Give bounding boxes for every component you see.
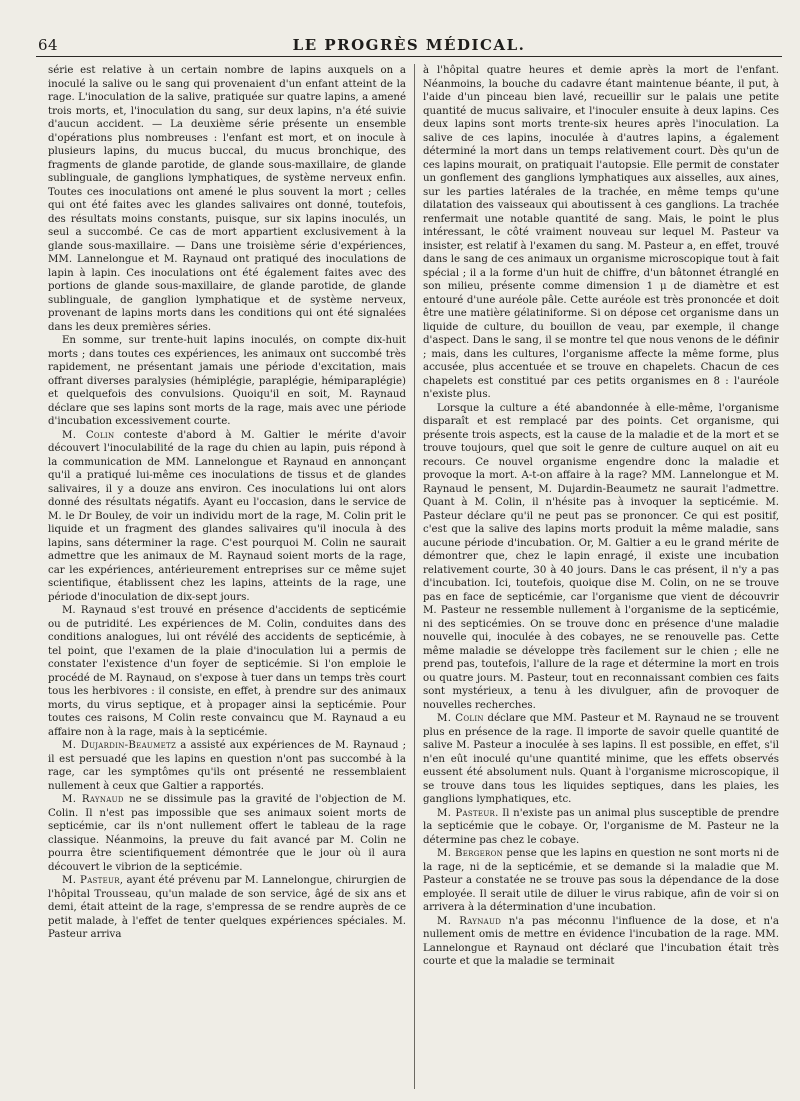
paragraph-text: , ayant été prévenu par M. Lannelongue, chirurgien de l'hôpital Trousseau, qu'un malade de son service, âgé de six ans et demi, était atteint de la rage, s'empressa de se rendre auprès de ce petit malade, à l'effet de tenter quelques expériences spéciales. M. Pasteur arriva — [48, 875, 406, 940]
paragraph-text: ne se dissimule pas la gravité de l'objection de M. Colin. Il n'est pas impossible que ses animaux soient morts de septicémie, car ils n'ont nullement offert le tableau de la rage classique. Néanmoins, la preuve du fait avancé par M. Colin ne pourra être scientifiquement démontrée que le jour où il aura découvert le vibrion de la septicémie. — [48, 794, 406, 873]
paragraph-text: Lorsque la culture a été abandonnée à elle-même, l'organisme disparaît et est remplacé par des points. Cet organisme, qui présente trois aspects, est la cause de la maladie et de la mort et se trouve toujours, quel que soit le genre de culture auquel on ait eu recours. Ce nouvel organisme engendre donc la maladie et provoque la mort. A-t-on affaire à la rage? MM. Lannelongue et M. Raynaud le pensent, M. Dujardin-Beaumetz ne saurait l'admettre. Quant à M. Colin, il n'hésite pas à invoquer la septicémie. M. Pasteur déclare qu'il ne peut pas se prononcer. Ce qui est positif, c'est que la salive des lapins morts produit la même maladie, sans aucune période d'incubation. Or, M. Galtier a eu le grand mérite de démontrer que, chez le lapin enragé, il existe une incubation relativement courte, 30 à 40 jours. Dans le cas présent, il n'y a pas d'incubation. Ici, toutefois, quoique dise M. Colin, on ne se trouve pas en face de septicémie, car l'organisme que vient de découvrir M. Pasteur ne ressemble nullement à l'organisme de la septicémie, ni des septicémies. On se trouve donc en présence d'une maladie nouvelle qui, inoculée à des cobayes, ne se renouvelle pas. Cette même maladie se développe très facilement sur le chien ; elle ne prend pas, toutefois, l'allure de la rage et détermine la mort en trois ou quatre jours. M. Pasteur, tout en reconnaissant combien ces faits sont mystérieux, a tenu à les divulguer, afin de provoquer de nouvelles recherches. — [423, 402, 779, 711]
speaker-name: M. Colin — [437, 713, 484, 724]
speaker-name: M. Pasteur — [62, 875, 120, 886]
paragraph — [423, 402, 779, 713]
paragraph — [48, 64, 406, 334]
paragraph — [48, 874, 406, 942]
left-text-column — [48, 64, 406, 942]
paragraph — [48, 793, 406, 874]
paragraph — [423, 915, 779, 969]
paragraph-text: conteste d'abord à M. Galtier le mérite d'avoir découvert l'inoculabilité de la rage du chien au lapin, puis répond à la communication de MM. Lannelongue et Raynaud en annonçant qu'il a pratiqué lui-même ces inoculations de tissus et de glandes salivaires, il y a douze ans environ. Ces inoculations lui ont alors donné des résultats négatifs. Ayant eu l'occasion, dans le service de M. le Dr Bouley, de voir un individu mort de la rage, M. Colin prit le liquide et un fragment des glandes salivaires qu'il inocula à des lapins, sans déterminer la rage. C'est pourquoi M. Colin ne saurait admettre que les animaux de M. Raynaud soient morts de la rage, car les expériences, antérieurement entreprises sur ce même sujet scientifique, établissent chez les lapins, atteints de la rage, une période d'inoculation de dix-sept jours. — [48, 429, 406, 603]
speaker-name: M. Pasteur — [437, 807, 496, 819]
page-number: 64 — [38, 36, 59, 54]
paragraph — [48, 334, 406, 429]
speaker-name: M. Raynaud — [437, 915, 502, 927]
speaker-name: M. Dujardin-Beaumetz — [62, 740, 177, 751]
paragraph-text: à l'hôpital quatre heures et demie après la mort de l'enfant. Néanmoins, la bouche du cadavre étant maintenue béante, il put, à l'aide d'un pinceau bien lavé, recueillir sur le palais une petite quantité de mucus salivaire, et l'inoculer ensuite à deux lapins. Ces deux lapins sont morts trente-six heures après l'inoculation. La salive de ces lapins, inoculée à d'autres lapins, a également déterminé la mort dans un temps relativement court. Dès qu'un de ces lapins mourait, on pratiquait l'autopsie. Elle permit de constater un gonflement des ganglions lymphatiques aux aisselles, aux aines, sur les parties latérales de la trachée, en même temps qu'une dilatation des vaisseaux qui aboutissent à ces ganglions. La trachée renfermait une notable quantité de sang. Mais, le point le plus intéressant, le côté vraiment nouveau sur lequel M. Pasteur va insister, est relatif à l'examen du sang. M. Pasteur a, en effet, trouvé dans le sang de ces animaux un organisme microscopique tout à fait spécial ; il a la forme d'un huit de chiffre, d'un bâtonnet étranglé en son milieu, présente comme dimension 1 μ de diamètre et est entouré d'une auréole pâle. Cette auréole est très prononcée et doit être une matière gélatiniforme. Si on dépose cet organisme dans un liquide de culture, du bouillon de veau, par exemple, il change d'aspect. Dans le sang, il se montre tel que nous venons de le définir ; mais, dans les cultures, l'organisme affecte la même forme, plus accusée, plus accentuée et se trouve en chapelets. Chacun de ces chapelets est constitué par ces petits organismes en 8 : l'auréole n'existe plus. — [423, 65, 779, 400]
paragraph-text: n'a pas méconnu l'influence de la dose, et n'a nullement omis de mettre en évidence l'incubation de la rage. MM. Lannelongue et Raynaud ont déclaré que l'incubation était très courte et que la maladie se terminait — [423, 915, 779, 967]
journal-title: LE PROGRÈS MÉDICAL. — [292, 36, 526, 54]
speaker-name: M. Bergeron — [437, 848, 504, 859]
paragraph — [423, 807, 779, 848]
paragraph-text: déclare que MM. Pasteur et M. Raynaud ne se trouvent plus en présence de la rage. Il importe de savoir quelle quantité de salive M. Pasteur a inoculée à ses lapins. Il est possible, en effet, s'il n'en eût inoculé qu'une quantité minime, que les effets observés eussent été absolument nuls. Quant à l'organisme microscopique, il se trouve dans tous les liquides septiques, dans les plaies, les ganglions lymphatiques, etc. — [423, 713, 779, 805]
paragraph — [48, 604, 406, 739]
right-text-column — [423, 64, 779, 969]
paragraph-text: . Il n'existe pas un animal plus susceptible de prendre la septicémie que le cobaye. Or, l'organisme de M. Pasteur ne la détermine pas chez le cobaye. — [423, 807, 780, 846]
speaker-name: M. Raynaud — [62, 794, 124, 805]
paragraph — [423, 712, 779, 807]
paragraph — [48, 429, 406, 605]
paragraph — [48, 739, 406, 793]
page-header — [36, 26, 782, 57]
paragraph-text: a assisté aux expériences de M. Raynaud ; il est persuadé que les lapins en question n'ont pas succombé à la rage, car les symptômes qu'ils ont présenté ne ressemblaient nullement à ceux que Galtier a rapportés. — [48, 740, 406, 792]
paragraph-text: En somme, sur trente-huit lapins inoculés, on compte dix-huit morts ; dans toutes ces expériences, les animaux ont succombé très rapidement, ne présentant jamais une période d'excitation, mais offrant diverses paralysies (hémiplégie, paraplégie, hémiparaplégie) et quelquefois des convulsions. Quoiqu'il en soit, M. Raynaud déclare que ses lapins sont morts de la rage, mais avec une période d'incubation excessivement courte. — [48, 335, 406, 427]
paragraph — [423, 64, 779, 402]
paragraph — [423, 847, 779, 915]
column-divider — [414, 64, 415, 1089]
paragraph-text: M. Raynaud s'est trouvé en présence d'accidents de septicémie ou de putridité. Les expériences de M. Colin, conduites dans des conditions analogues, lui ont révélé des accidents de septicémie, à tel point, que l'examen de la plaie d'inoculation lui a permis de constater l'existence d'un foyer de septicémie. Si l'on emploie le procédé de M. Raynaud, on s'expose à tuer dans un temps très court tous les herbivores : il consiste, en effet, à prendre sur des animaux morts, du virus septique, et à propager ainsi la septicémie. Pour toutes ces raisons, M Colin reste convaincu que M. Raynaud a eu affaire non à la rage, mais à la septicémie. — [48, 605, 406, 738]
paragraph-text: pense que les lapins en question ne sont morts ni de la rage, ni de la septicémie, et se demande si la maladie que M. Pasteur a constatée ne se trouve pas sous la dépendance de la dose employée. Il serait utile de diluer le virus rabique, afin de voir si on arrivera à la détermination d'une incubation. — [423, 848, 779, 913]
speaker-name: M. Colin — [62, 429, 115, 441]
paragraph-text: série est relative à un certain nombre de lapins auxquels on a inoculé la salive ou le sang qui provenaient d'un enfant atteint de la rage. L'inoculation de la salive, pratiquée sur quatre lapins, a amené trois morts, et, l'inoculation du sang, sur deux lapins, n'a été suivie d'aucun accident. — La deuxième série présente un ensemble d'opérations plus nombreuses : l'enfant est mort, et on inocule à plusieurs lapins, du mucus buccal, du mucus bronchique, des fragments de glande parotide, de glande sous-maxillaire, de glande sublinguale, de ganglions lymphatiques, de système nerveux enfin. Toutes ces inoculations ont amené le plus souvent la mort ; celles qui ont été faites avec les glandes salivaires ont donné, toutefois, des résultats moins constants, puisque, sur six lapins inoculés, un seul a succombé. Ce cas de mort appartient exclusivement à la glande sous-maxillaire. — Dans une troisième série d'expériences, MM. Lannelongue et M. Raynaud ont pratiqué des inoculations de lapin à lapin. Ces inoculations ont été également faites avec des portions de glande sous-maxillaire, de glande parotide, de glande sublinguale, de ganglion lymphatique et de système nerveux, provenant de lapins morts dans les conditions qui ont été signalées dans les deux premières séries. — [48, 65, 406, 333]
